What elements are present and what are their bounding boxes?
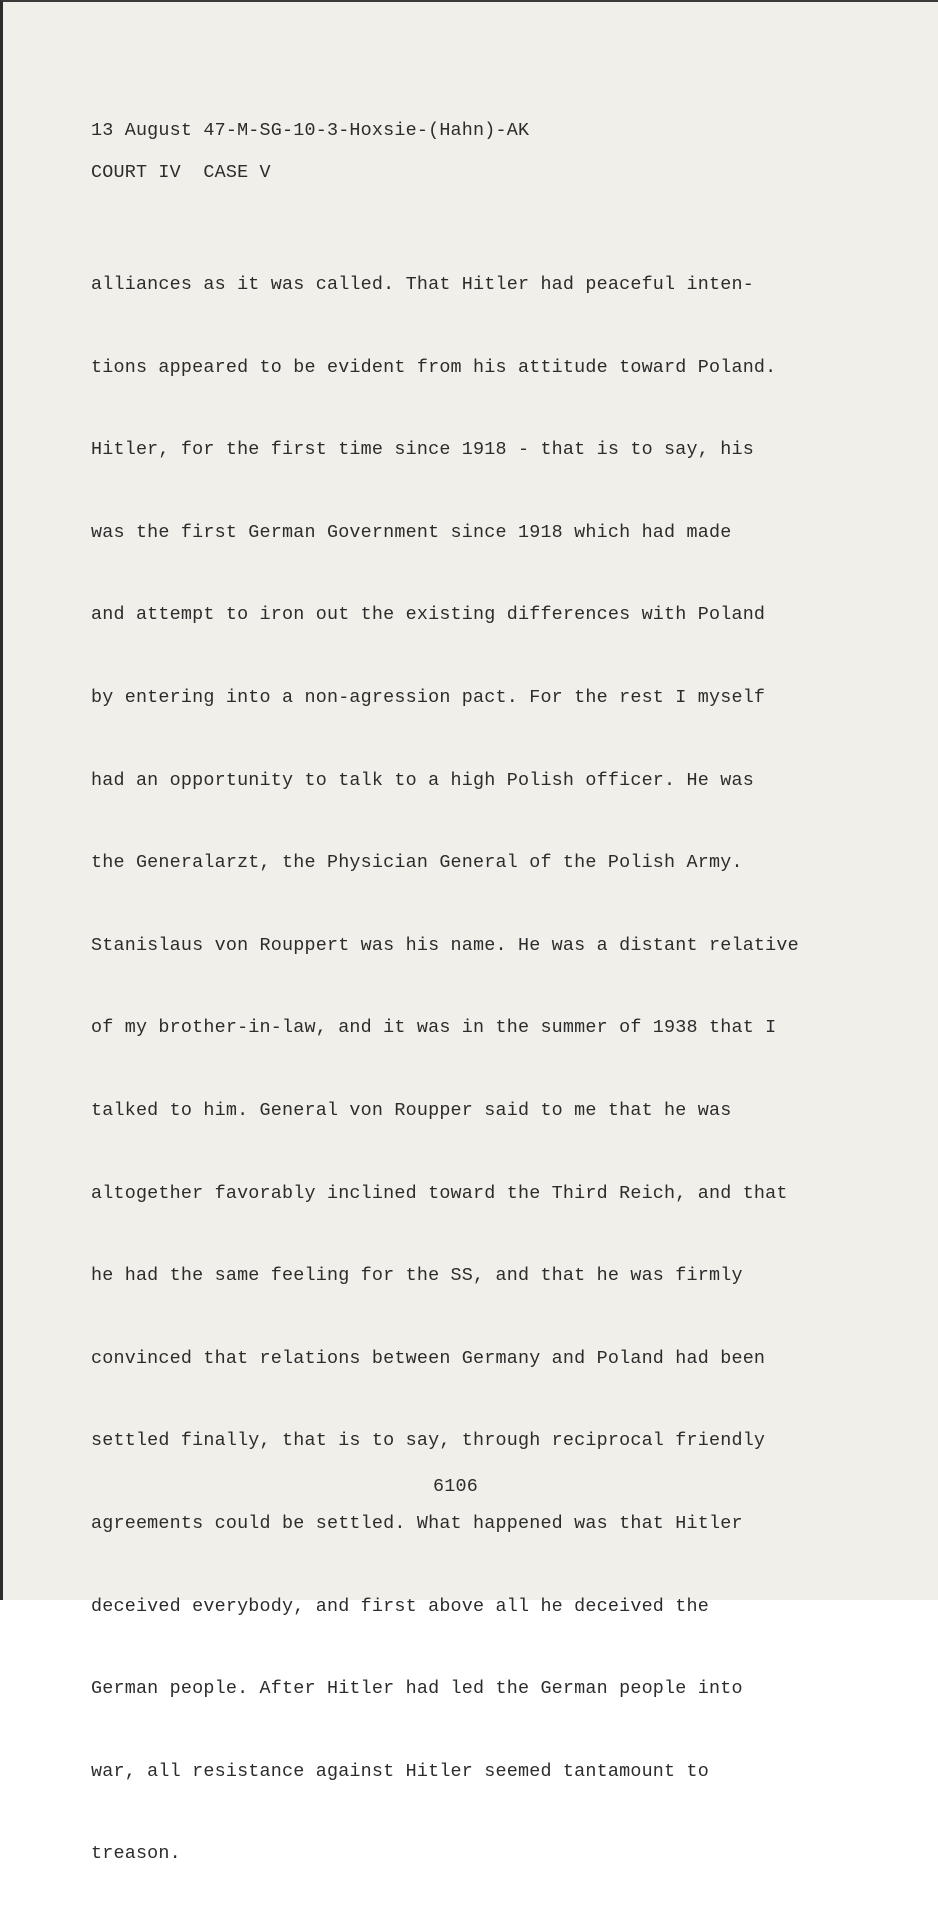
transcript-line: Hitler, for the first time since 1918 - that is to say, his (91, 439, 754, 461)
transcript-line: deceived everybody, and first above all he deceived the (91, 1595, 709, 1617)
transcript-line: settled finally, that is to say, through reciprocal friendly (91, 1430, 766, 1452)
transcript-line: by entering into a non-agression pact. For the rest I myself (91, 686, 766, 708)
transcript-line: the Generalarzt, the Physician General of the Polish Army. (91, 852, 743, 874)
transcript-line: was the first German Government since 1918 which had made (91, 521, 732, 543)
transcript-line: had an opportunity to talk to a high Polish officer. He was (91, 769, 754, 791)
transcript-line: agreements could be settled. What happened was that Hitler (91, 1512, 743, 1534)
page-number: 6106 (433, 1476, 478, 1497)
transcript-line: and attempt to iron out the existing differences with Poland (91, 604, 766, 626)
transcript-line: Stanislaus von Rouppert was his name. He was a distant relative (91, 934, 799, 956)
transcript-line: German people. After Hitler had led the German people into (91, 1678, 743, 1700)
transcript-line: tions appeared to be evident from his attitude toward Poland. (91, 356, 777, 378)
transcript-line: altogether favorably inclined toward the Third Reich, and that (91, 1182, 788, 1204)
transcript-line: alliances as it was called. That Hitler had peaceful inten- (91, 274, 754, 295)
transcript-line: talked to him. General von Roupper said to me that he was (91, 1099, 732, 1121)
transcript-line: convinced that relations between Germany and Poland had been (91, 1347, 766, 1369)
transcript-line: treason. (91, 1843, 181, 1865)
document-header-court-case: COURT IV CASE V (91, 162, 271, 183)
transcript-body (91, 223, 799, 1917)
transcript-line: of my brother-in-law, and it was in the summer of 1938 that I (91, 1017, 777, 1039)
transcript-line: he had the same feeling for the SS, and that he was firmly (91, 1265, 743, 1287)
transcript-line: war, all resistance against Hitler seemed tantamount to (91, 1760, 709, 1782)
document-header-reference: 13 August 47-M-SG-10-3-Hoxsie-(Hahn)-AK (91, 120, 530, 141)
